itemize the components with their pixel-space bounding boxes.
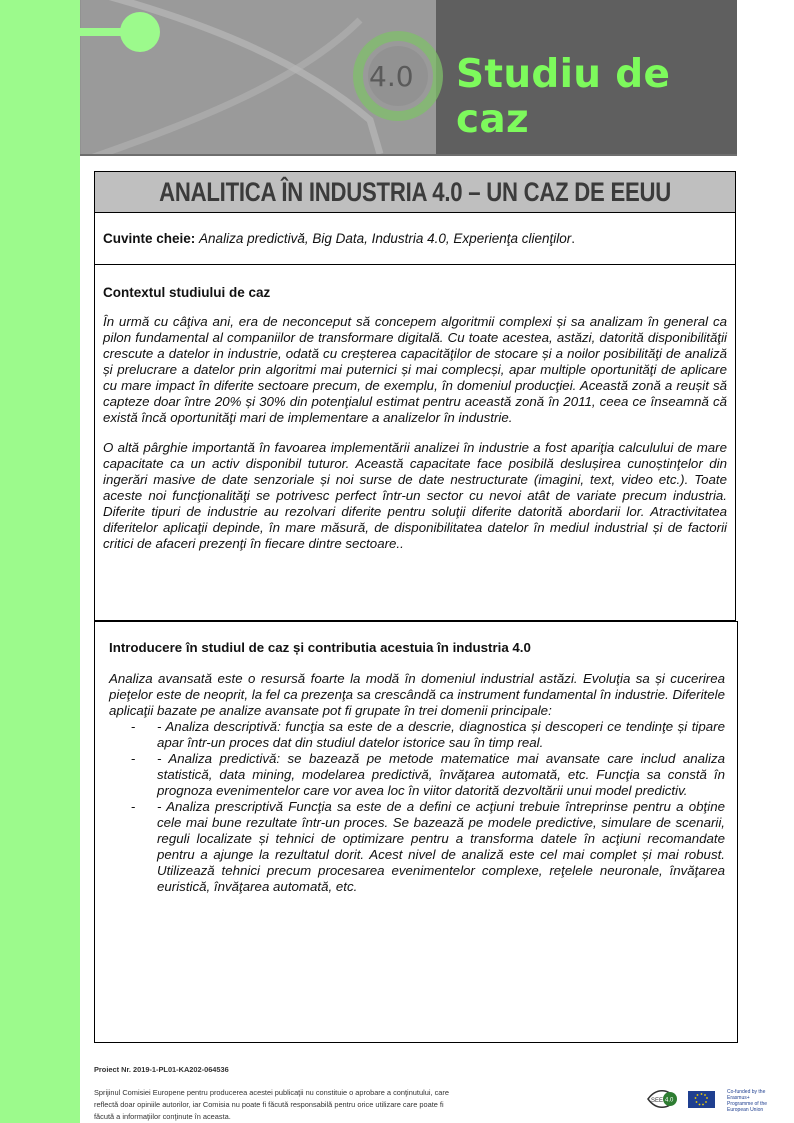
analysis-list <box>109 719 725 895</box>
list-item <box>109 719 725 751</box>
list-item <box>109 799 725 895</box>
project-logo <box>646 1086 726 1112</box>
case-title: ANALITICA ÎN INDUSTRIA 4.0 – UN CAZ DE EEUU <box>159 176 671 207</box>
list-item-text: - Analiza descriptivă: funcţia sa este de a descrie, diagnostica și descoperi ce tendinţe și tipare apar într-un proces dat din studiul datelor istorice sau în timp real. <box>157 719 725 750</box>
case-title-bar <box>95 172 735 213</box>
case-study-box <box>94 171 736 621</box>
disclaimer-line-1: Sprijinul Comisiei Europene pentru producerea acestei publicaţii nu constituie o aprobare a conţinutului, care <box>94 1088 449 1097</box>
project-number: Proiect Nr. 2019-1-PL01-KA202-064536 <box>94 1065 229 1074</box>
context-paragraph-1: În urmă cu câţiva ani, era de neconceput să concepem algoritmii complexi și sa analizam în general ca pilon fundamental al companiilor de transformare digitală. Cu toate acestea, astăzi, datorită disponibilităţii crescute a datelor in industrie, odată cu creșterea capacităţilor de stocare și a noilor posibilităţi de analiză și prelucrare a datelor prin algoritmi mai puternici și mai complecși, apar multiple oportunităţi de aplicare cu mare impact în diferite sectoare precum, de exemplu, în domeniul producţiei. Această zonă a reușit să capteze doar între 20% și 30% din potenţialul estimat pentru această zonă în 2011, ceea ce înseamnă că există încă oportunităţi mari de implementare a analizelor în industrie. <box>103 314 727 425</box>
bullet-dash: - <box>131 751 136 766</box>
keywords-label: Cuvinte cheie: <box>103 231 196 246</box>
list-item-text: - Analiza prescriptivă Funcţia sa este de a defini ce acţiuni trebuie întreprinse pentru a obţine cele mai bune rezultate într-un proces. Se bazează pe modele predictive, simulare de scenarii, reguli localizate și tehnici de optimizare pentru a transforma datele în acţiuni recomandate pentru a ajunge la rezultatul dorit. Acest nivel de analiză este cel mai complet și mai robust. Utilizează tehnici precum procesarea evenimentelor complexe, reţelele neuronale, învăţarea euristică, învăţarea automată, etc. <box>157 799 725 894</box>
context-section <box>95 265 735 552</box>
left-green-strip <box>0 0 80 1123</box>
keywords-value: Analiza predictivă, Big Data, Industria 4.0, Experienţa clienţilor <box>199 231 572 246</box>
banner-badge-text: 4.0 <box>369 60 414 93</box>
intro-title: Introducere în studiul de caz și contributia acestuia în industria 4.0 <box>109 640 531 655</box>
logo-badge: 4.0 <box>665 1097 674 1104</box>
disclaimer-line-3: făcută a informaţiilor conţinute în aceasta. <box>94 1112 231 1121</box>
keywords-end: . <box>571 231 576 246</box>
logo-text: SEE <box>651 1098 664 1104</box>
bullet-dash: - <box>131 799 136 814</box>
intro-paragraph: Analiza avansată este o resursă foarte la modă în domeniul industrial astăzi. Evoluţia sa și cucerirea pieţelor este de neoprit, la fel ca prezenţa sa crescândă ca instrument fundamental în industrie. Diferitele aplicaţii bazate pe analize avansate pot fi grupate în trei domenii principale: <box>109 671 725 718</box>
banner-title: Studiu de caz <box>456 52 671 142</box>
disclaimer-line-2: reflectă doar opiniile autorilor, iar Comisia nu poate fi făcută responsabilă pentru orice utilizare care poate fi <box>94 1100 444 1109</box>
header-banner <box>80 0 737 156</box>
context-paragraph-2: O altă pârghie importantă în favoarea implementării analizei în industrie a fost apariţia calculului de mare capacitate ca un activ disponibil tuturor. Această capacitate face posibilă deslușirea cunoștinţelor din ingerări masive de date senzoriale și noi surse de date nestructurate (imagini, text, video etc.). Toate aceste noi funcţionalităţi se potrivesc perfect într-un sector cu nevoi atât de variate precum industria. Diferite tipuri de industrie au rezolvari diferite pentru soluţii diferite datorită abordarii lor. Atractivitatea diferitelor aplicaţii depinde, în mare măsură, de disponibilitatea datelor în mediul industrial și de factorii critici de afaceri prezenţi în fiecare dintre sectoare.. <box>103 440 727 551</box>
bullet-dash: - <box>131 719 136 734</box>
list-item <box>109 751 725 799</box>
intro-box <box>94 621 738 1043</box>
list-item-text: - Analiza predictivă: se bazează pe metode matematice mai avansate care includ analiza statistică, data mining, modelarea predictivă, învăţarea automată, etc. Funcţia sa constă în prognoza evenimentelor care vor avea loc în viitor datorită dezvoltării unui model predictiv. <box>157 751 725 798</box>
keywords-row <box>95 213 735 265</box>
context-title: Contextul studiului de caz <box>103 285 271 300</box>
footer <box>94 1064 594 1123</box>
eu-cofunded-text: Co-funded by the Erasmus+ Programme of the European Union <box>727 1089 768 1113</box>
